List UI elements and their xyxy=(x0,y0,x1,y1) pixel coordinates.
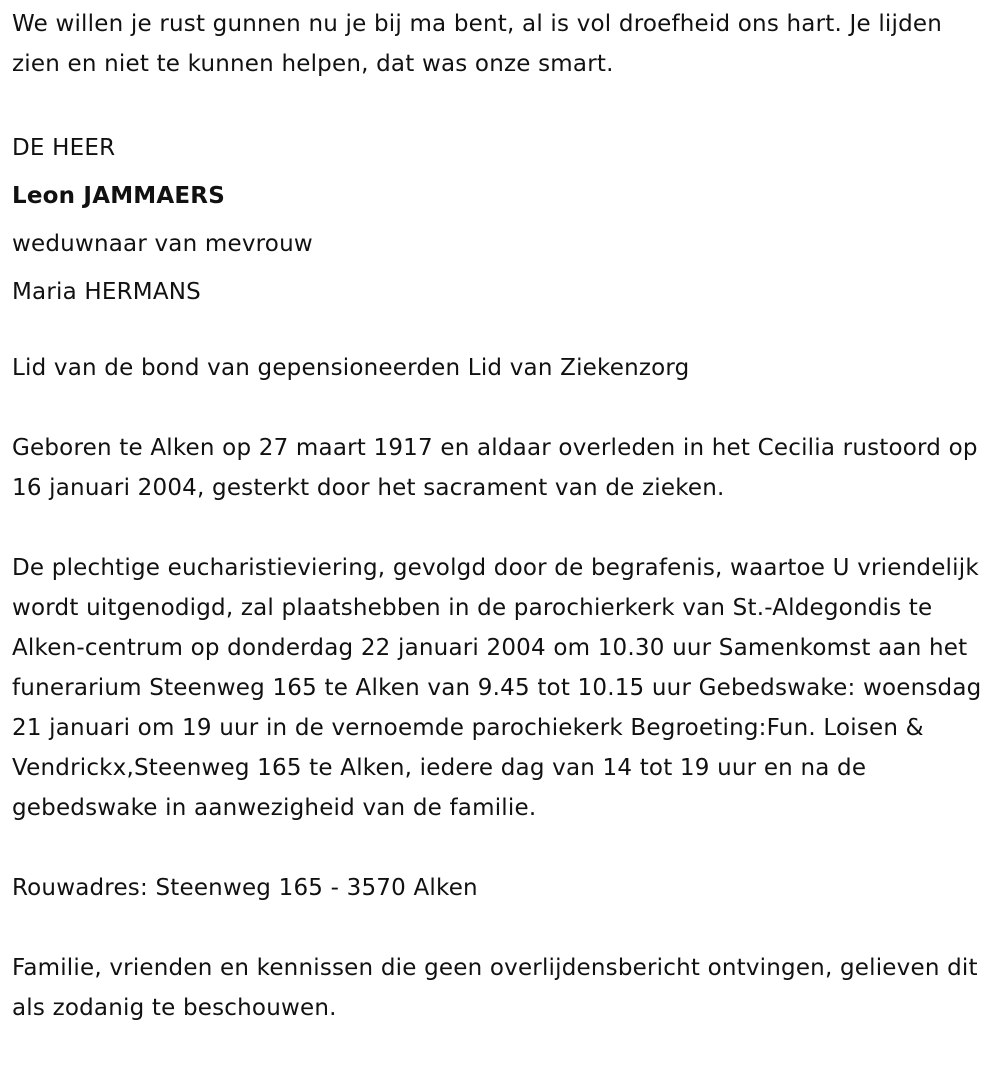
memberships-text: Lid van de bond van gepensioneerden Lid van Ziekenzorg xyxy=(12,355,690,381)
closing-text: Familie, vrienden en kennissen die geen overlijdensbericht ontvingen, gelieven dit als zodanig te beschouwen. xyxy=(12,955,978,1021)
intro-verse: We willen je rust gunnen nu je bij ma bent, al is vol droefheid ons hart. Je lijden zien en niet te kunnen helpen, dat was onze smart. xyxy=(12,11,943,77)
relation-text: weduwnaar van mevrouw xyxy=(12,231,313,257)
mourning-address: Rouwadres: Steenweg 165 - 3570 Alken xyxy=(12,875,478,901)
title-prefix: DE HEER xyxy=(12,135,116,161)
deceased-block xyxy=(12,124,988,316)
birth-death-text: Geboren te Alken op 27 maart 1917 en aldaar overleden in het Cecilia rustoord op 16 januari 2004, gesterkt door het sacrament van de zieken. xyxy=(12,435,978,501)
deceased-name: Leon JAMMAERS xyxy=(12,183,225,209)
spouse-name: Maria HERMANS xyxy=(12,279,201,305)
ceremony-text: De plechtige eucharistieviering, gevolgd door de begrafenis, waartoe U vriendelijk wordt uitgenodigd, zal plaatshebben in de parochierkerk van St.-Aldegondis te Alken-centrum op donderdag 22 januari 2004 om 10.30 uur Samenkomst aan het funerarium Steenweg 165 te Alken van 9.45 tot 10.15 uur Gebedswake: woensdag 21 januari om 19 uur in de vernoemde parochiekerk Begroeting:Fun. Loisen & Vendrickx,Steenweg 165 te Alken, iedere dag van 14 tot 19 uur en na de gebedswake in aanwezigheid van de familie. xyxy=(12,555,982,821)
